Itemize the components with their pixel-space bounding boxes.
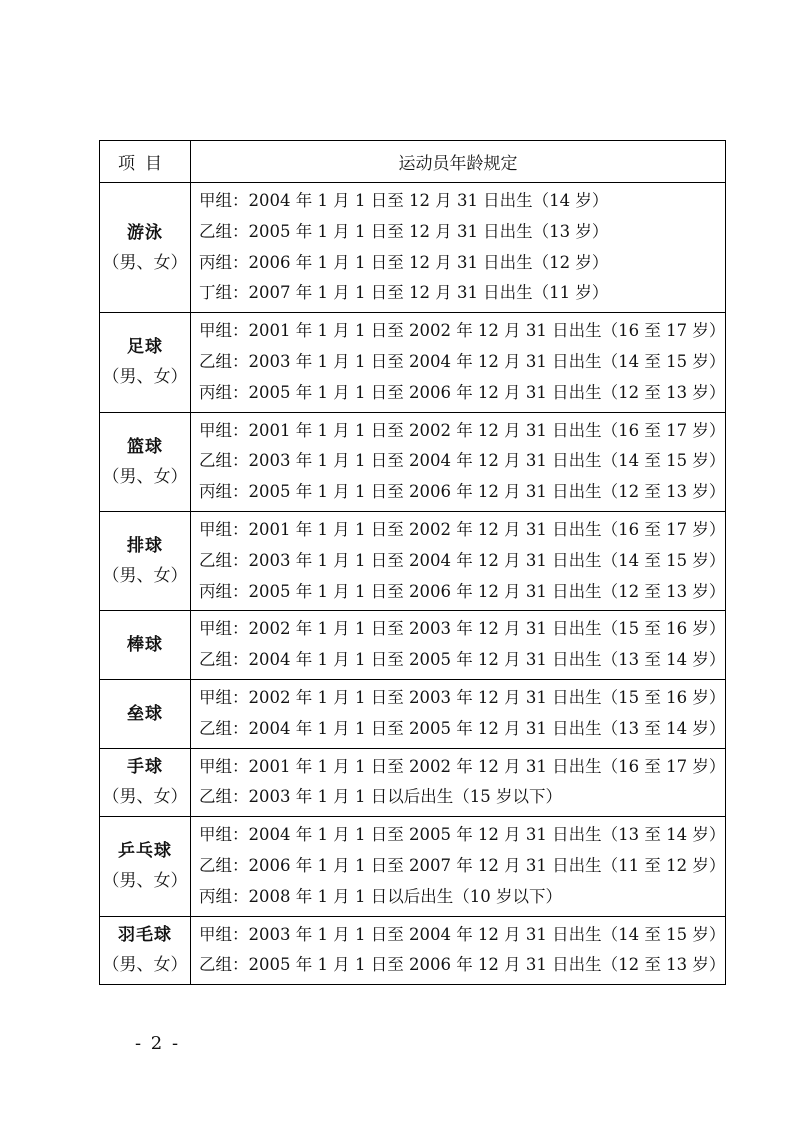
group-line: 丙组：2006 年 1 月 1 日至 12 月 31 日出生（12 岁）	[199, 252, 609, 272]
event-cell	[100, 916, 191, 985]
table-row	[100, 679, 726, 748]
group-line: 甲组：2001 年 1 月 1 日至 2002 年 12 月 31 日出生（16 至 17 岁）	[199, 420, 726, 440]
table-header-row	[100, 141, 726, 183]
group-line: 甲组：2004 年 1 月 1 日至 12 月 31 日出生（14 岁）	[199, 191, 609, 210]
groups-cell	[191, 511, 726, 610]
groups-cell	[191, 817, 726, 916]
group-line: 丁组：2007 年 1 月 1 日至 12 月 31 日出生（11 岁）	[199, 283, 609, 303]
group-line: 甲组：2004 年 1 月 1 日至 2005 年 12 月 31 日出生（13 至 14 岁）	[199, 825, 726, 845]
event-name: 足球	[127, 337, 163, 358]
event-cell	[100, 313, 191, 412]
event-name: 篮球	[127, 436, 163, 457]
event-name: 手球	[127, 757, 163, 778]
table-body	[100, 183, 726, 985]
table-row	[100, 313, 726, 412]
group-line: 乙组：2003 年 1 月 1 日至 2004 年 12 月 31 日出生（14 至 15 岁）	[199, 550, 726, 570]
event-gender: （男、女）	[102, 871, 188, 892]
group-line: 丙组：2005 年 1 月 1 日至 2006 年 12 月 31 日出生（12 至 13 岁）	[199, 382, 726, 402]
table-row	[100, 511, 726, 610]
group-line: 丙组：2005 年 1 月 1 日至 2006 年 12 月 31 日出生（12 至 13 岁）	[199, 581, 726, 601]
group-line: 甲组：2001 年 1 月 1 日至 2002 年 12 月 31 日出生（16 至 17 岁）	[199, 756, 726, 776]
table-row	[100, 748, 726, 817]
event-name: 排球	[127, 536, 163, 557]
group-line: 甲组：2002 年 1 月 1 日至 2003 年 12 月 31 日出生（15 至 16 岁）	[199, 687, 726, 707]
page-number: - 2 -	[135, 1033, 181, 1054]
table-row	[100, 916, 726, 985]
group-line: 乙组：2006 年 1 月 1 日至 2007 年 12 月 31 日出生（11 至 12 岁）	[199, 855, 726, 875]
table-row	[100, 817, 726, 916]
group-line: 乙组：2003 年 1 月 1 日至 2004 年 12 月 31 日出生（14 至 15 岁）	[199, 351, 726, 371]
event-name: 乒乓球	[118, 841, 172, 862]
event-gender: （男、女）	[102, 955, 188, 976]
table-row	[100, 611, 726, 680]
event-cell	[100, 183, 191, 313]
groups-cell	[191, 916, 726, 985]
header-item-label: 项目	[118, 154, 172, 174]
event-cell	[100, 748, 191, 817]
group-line: 丙组：2008 年 1 月 1 日以后出生（10 岁以下）	[199, 886, 562, 906]
age-rules-table	[99, 140, 726, 985]
event-gender: （男、女）	[102, 252, 188, 273]
groups-cell	[191, 313, 726, 412]
event-gender: （男、女）	[102, 787, 188, 808]
group-line: 乙组：2004 年 1 月 1 日至 2005 年 12 月 31 日出生（13 至 14 岁）	[199, 718, 726, 738]
event-cell	[100, 611, 191, 680]
group-line: 甲组：2001 年 1 月 1 日至 2002 年 12 月 31 日出生（16 至 17 岁）	[199, 321, 726, 341]
event-cell	[100, 817, 191, 916]
event-name: 棒球	[127, 635, 163, 656]
groups-cell	[191, 183, 726, 313]
event-name: 游泳	[127, 222, 163, 243]
header-rule: 运动员年龄规定	[191, 141, 726, 183]
table-row	[100, 183, 726, 313]
group-line: 乙组：2004 年 1 月 1 日至 2005 年 12 月 31 日出生（13 至 14 岁）	[199, 650, 726, 670]
group-line: 丙组：2005 年 1 月 1 日至 2006 年 12 月 31 日出生（12 至 13 岁）	[199, 482, 726, 502]
group-line: 乙组：2003 年 1 月 1 日至 2004 年 12 月 31 日出生（14 至 15 岁）	[199, 451, 726, 471]
groups-cell	[191, 412, 726, 511]
event-gender: （男、女）	[102, 566, 188, 587]
event-cell	[100, 511, 191, 610]
event-cell	[100, 412, 191, 511]
event-gender: （男、女）	[102, 466, 188, 487]
group-line: 乙组：2005 年 1 月 1 日至 12 月 31 日出生（13 岁）	[199, 221, 609, 241]
event-gender: （男、女）	[102, 367, 188, 388]
event-name: 羽毛球	[118, 925, 172, 946]
table-row	[100, 412, 726, 511]
group-line: 甲组：2001 年 1 月 1 日至 2002 年 12 月 31 日出生（16 至 17 岁）	[199, 519, 726, 539]
group-line: 甲组：2002 年 1 月 1 日至 2003 年 12 月 31 日出生（15 至 16 岁）	[199, 619, 726, 639]
groups-cell	[191, 679, 726, 748]
group-line: 乙组：2005 年 1 月 1 日至 2006 年 12 月 31 日出生（12 至 13 岁）	[199, 955, 726, 975]
group-line: 甲组：2003 年 1 月 1 日至 2004 年 12 月 31 日出生（14 至 15 岁）	[199, 924, 726, 944]
header-item	[100, 141, 191, 183]
groups-cell	[191, 748, 726, 817]
event-name: 垒球	[127, 703, 163, 724]
groups-cell	[191, 611, 726, 680]
event-cell	[100, 679, 191, 748]
group-line: 乙组：2003 年 1 月 1 日以后出生（15 岁以下）	[199, 787, 562, 807]
